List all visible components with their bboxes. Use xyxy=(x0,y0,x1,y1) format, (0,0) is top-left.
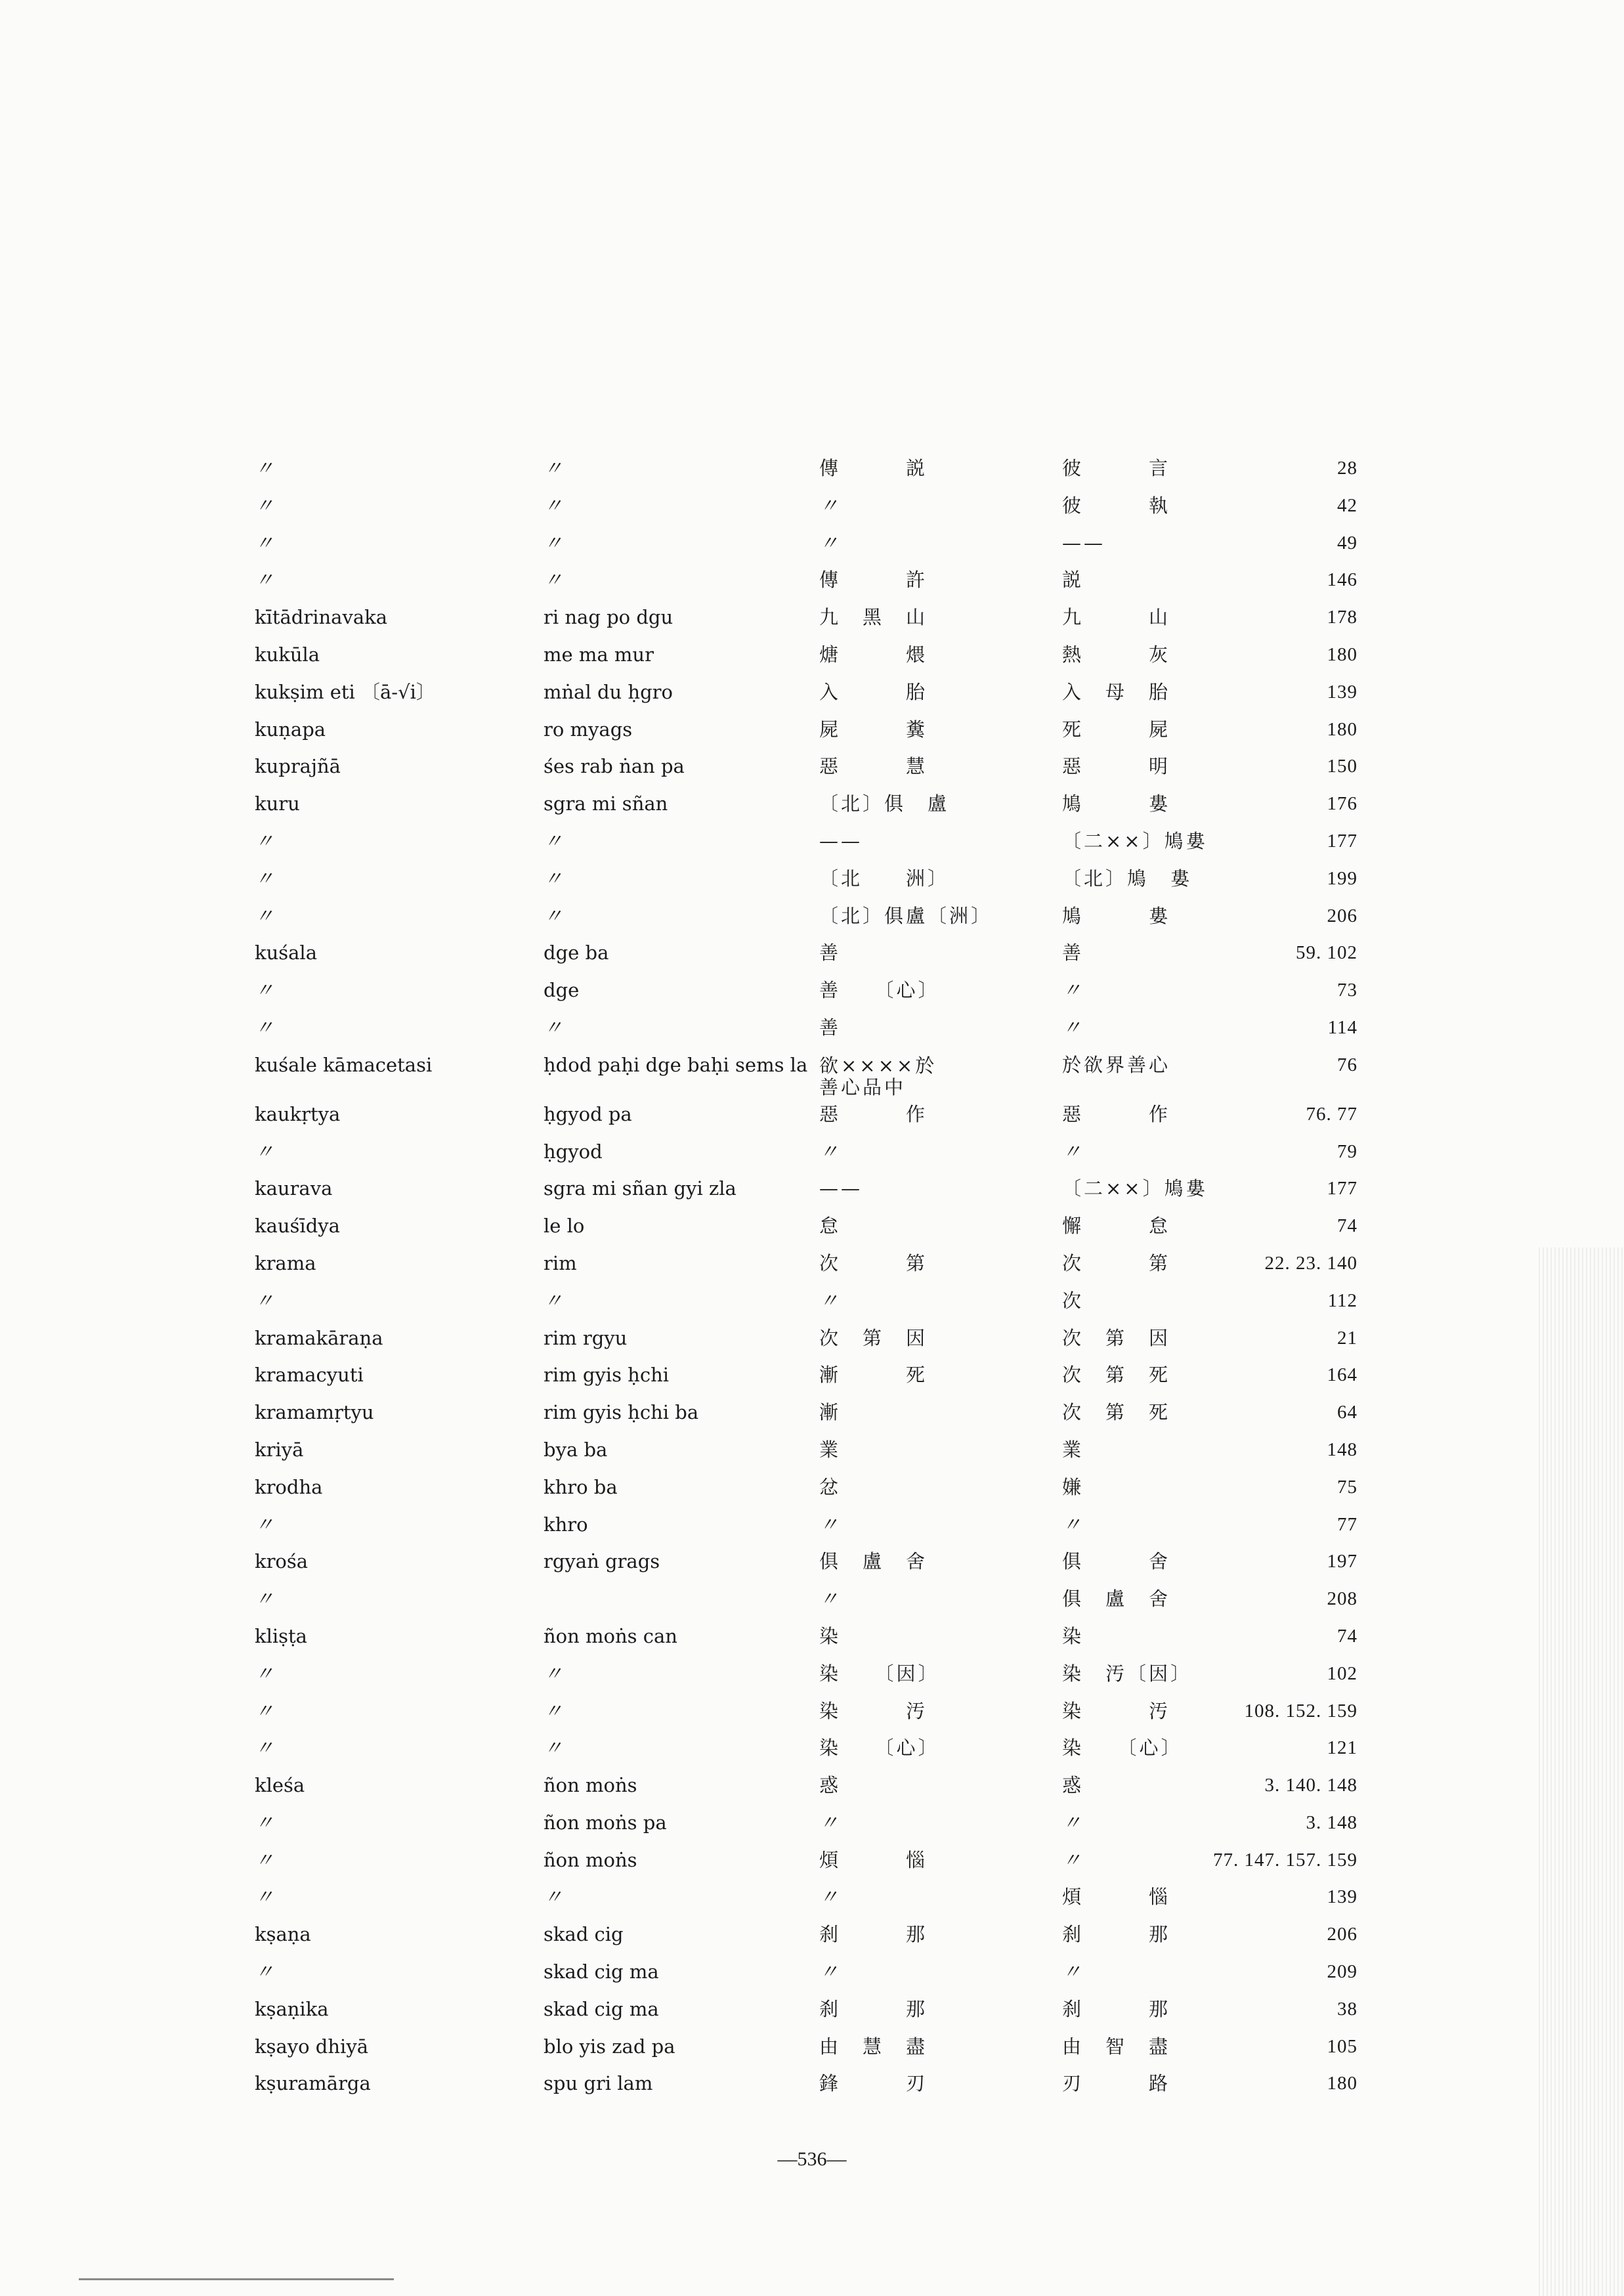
index-row xyxy=(255,826,1357,863)
chinese-term-2: 惡 明 xyxy=(1062,755,1171,778)
sanskrit-term: kukūla xyxy=(255,643,320,666)
tibetan-term: mṅal du ḥgro xyxy=(544,680,673,703)
sanskrit-term: 〃 xyxy=(255,1513,274,1536)
chinese-term-1: 鋒 刃 xyxy=(819,2072,928,2095)
sanskrit-term: 〃 xyxy=(255,1588,274,1611)
sanskrit-term: 〃 xyxy=(255,1662,274,1685)
tibetan-term: 〃 xyxy=(544,1289,563,1312)
page-reference: 197 xyxy=(1327,1551,1357,1572)
page-reference: 3. 140. 148 xyxy=(1264,1775,1357,1796)
page-reference: 76. 77 xyxy=(1306,1103,1357,1125)
index-row xyxy=(255,1919,1357,1957)
chinese-term-1: 業 xyxy=(819,1438,842,1461)
index-row xyxy=(255,751,1357,789)
sanskrit-term: 〃 xyxy=(255,1140,274,1163)
index-row xyxy=(255,2031,1357,2069)
tibetan-term: 〃 xyxy=(544,531,563,554)
chinese-term-1: 〃 xyxy=(819,494,842,517)
sanskrit-term: krośa xyxy=(255,1550,309,1573)
chinese-term-1: 傳 許 xyxy=(819,569,928,592)
page-reference: 178 xyxy=(1327,607,1357,628)
sanskrit-term: 〃 xyxy=(255,904,274,927)
page-reference: 105 xyxy=(1327,2035,1357,2057)
page-reference: 139 xyxy=(1327,1886,1357,1908)
page-reference: 150 xyxy=(1327,756,1357,777)
tibetan-term: ñon moṅs pa xyxy=(544,1811,667,1834)
chinese-term-2: 鳩 婁 xyxy=(1062,904,1171,927)
chinese-term-1: 怠 xyxy=(819,1215,842,1238)
chinese-term-2: 染 汚 xyxy=(1062,1699,1171,1722)
page-reference: 73 xyxy=(1337,980,1357,1001)
index-row xyxy=(255,1845,1357,1882)
chinese-term-2: 次 xyxy=(1062,1289,1084,1312)
sanskrit-term: kṣayo dhiyā xyxy=(255,2035,368,2058)
page-reference: 177 xyxy=(1327,830,1357,852)
chinese-term-1: 染 汚 xyxy=(819,1699,928,1722)
sanskrit-term: 〃 xyxy=(255,1811,274,1834)
index-row xyxy=(255,565,1357,602)
tibetan-term: skad cig xyxy=(544,1923,624,1946)
index-row xyxy=(255,1211,1357,1248)
sanskrit-term: 〃 xyxy=(255,829,274,852)
sanskrit-term: kukṣim eti 〔ā-√i〕 xyxy=(255,680,435,703)
page-reference: 180 xyxy=(1327,643,1357,665)
sanskrit-term: 〃 xyxy=(255,1960,274,1983)
tibetan-term: khro ba xyxy=(544,1475,618,1498)
sanskrit-term: 〃 xyxy=(255,457,274,479)
chinese-term-2: 染 〔心〕 xyxy=(1062,1737,1183,1760)
sanskrit-term: kuru xyxy=(255,792,300,815)
index-row xyxy=(255,1360,1357,1397)
chinese-term-2: 〔北〕鳩 婁 xyxy=(1062,867,1193,890)
sanskrit-term: kītādrinavaka xyxy=(255,606,387,629)
tibetan-term: sgra mi sñan xyxy=(544,792,668,815)
index-row xyxy=(255,1584,1357,1621)
sanskrit-term: kuśale kāmacetasi xyxy=(255,1053,433,1076)
tibetan-term: rim gyis ḥchi xyxy=(544,1364,670,1387)
chinese-term-1: 善 xyxy=(819,942,842,964)
chinese-term-1: 由 慧 盡 xyxy=(819,2035,928,2058)
chinese-term-1: 傳 説 xyxy=(819,457,928,479)
page-reference: 164 xyxy=(1327,1364,1357,1386)
chinese-term-2: 於欲界善心 xyxy=(1062,1053,1171,1076)
sanskrit-term: kaurava xyxy=(255,1177,333,1200)
sanskrit-term: krama xyxy=(255,1251,316,1274)
page-reference: 102 xyxy=(1327,1662,1357,1684)
chinese-term-2: 次 第 xyxy=(1062,1251,1171,1274)
sanskrit-term: kṣuramārga xyxy=(255,2072,371,2095)
chinese-term-2: 次 第 死 xyxy=(1062,1364,1171,1387)
index-row xyxy=(255,639,1357,677)
chinese-term-2: 刹 那 xyxy=(1062,1997,1171,2020)
index-row xyxy=(255,1137,1357,1174)
chinese-term-1: 〃 xyxy=(819,531,842,554)
sanskrit-term: 〃 xyxy=(255,1289,274,1312)
index-row xyxy=(255,1621,1357,1658)
index-row xyxy=(255,1050,1357,1099)
page-reference: 74 xyxy=(1337,1215,1357,1237)
chinese-term-1: 入 胎 xyxy=(819,680,928,703)
sanskrit-term: 〃 xyxy=(255,1737,274,1760)
tibetan-term: rgyaṅ grags xyxy=(544,1550,660,1573)
chinese-term-2: 入 母 胎 xyxy=(1062,680,1171,703)
page-reference: 74 xyxy=(1337,1625,1357,1647)
page-reference: 180 xyxy=(1327,718,1357,740)
index-row xyxy=(255,1733,1357,1770)
chinese-term-1: 〃 xyxy=(819,1289,842,1312)
tibetan-term: ñon moṅs xyxy=(544,1848,637,1871)
index-row xyxy=(255,789,1357,826)
chinese-term-1: 俱 盧 舍 xyxy=(819,1550,928,1573)
page-reference: 77. 147. 157. 159 xyxy=(1213,1849,1357,1871)
sanskrit-term: 〃 xyxy=(255,569,274,592)
tibetan-term: spu gri lam xyxy=(544,2072,653,2095)
chinese-term-2: 鳩 婁 xyxy=(1062,792,1171,815)
page-reference: 199 xyxy=(1327,867,1357,889)
page-reference: 176 xyxy=(1327,793,1357,815)
index-row xyxy=(255,1397,1357,1435)
sanskrit-term: 〃 xyxy=(255,1699,274,1722)
chinese-term-1: 染 〔心〕 xyxy=(819,1737,940,1760)
chinese-term-2: 〔二××〕鳩婁 xyxy=(1062,829,1208,852)
tibetan-term: skad cig ma xyxy=(544,1960,659,1983)
chinese-term-1: 煩 惱 xyxy=(819,1848,928,1871)
page-reference: 28 xyxy=(1337,458,1357,479)
sanskrit-term: kramamṛtyu xyxy=(255,1401,374,1424)
chinese-term-1: 〔北〕俱盧〔洲〕 xyxy=(819,904,993,927)
index-row xyxy=(255,1173,1357,1211)
sanskrit-term: kliṣṭa xyxy=(255,1624,307,1647)
page-reference: 112 xyxy=(1327,1289,1357,1311)
sanskrit-term: 〃 xyxy=(255,867,274,890)
bottom-rule xyxy=(79,2278,394,2280)
chinese-term-2: 〃 xyxy=(1062,979,1084,1002)
tibetan-term: ḥgyod xyxy=(544,1140,603,1163)
chinese-term-1: —— xyxy=(819,829,863,852)
chinese-term-1: 染 〔因〕 xyxy=(819,1662,940,1685)
tibetan-term: 〃 xyxy=(544,494,563,517)
tibetan-term: 〃 xyxy=(544,1737,563,1760)
index-row xyxy=(255,1770,1357,1808)
chinese-term-2: 次 第 因 xyxy=(1062,1326,1171,1349)
chinese-term-2: 説 xyxy=(1062,569,1084,592)
chinese-term-1: 染 xyxy=(819,1624,842,1647)
index-row xyxy=(255,1658,1357,1696)
sanskrit-term: kauśīdya xyxy=(255,1215,340,1238)
tibetan-term: 〃 xyxy=(544,1699,563,1722)
sanskrit-term: kaukṛtya xyxy=(255,1102,341,1125)
chinese-term-2: 惡 作 xyxy=(1062,1102,1171,1125)
index-row xyxy=(255,1286,1357,1323)
index-row xyxy=(255,1882,1357,1919)
tibetan-term: ḥgyod pa xyxy=(544,1102,632,1125)
page-reference: 77 xyxy=(1337,1513,1357,1535)
chinese-term-2: 刹 那 xyxy=(1062,1923,1171,1946)
page-reference: 180 xyxy=(1327,2073,1357,2094)
chinese-term-1: 九 黑 山 xyxy=(819,606,928,629)
scan-edge-noise xyxy=(1539,1247,1624,2296)
sanskrit-term: 〃 xyxy=(255,1016,274,1039)
chinese-term-1: 刹 那 xyxy=(819,1997,928,2020)
sanskrit-term: 〃 xyxy=(255,979,274,1002)
index-row xyxy=(255,1435,1357,1472)
index-row xyxy=(255,1696,1357,1733)
tibetan-term: bya ba xyxy=(544,1438,608,1461)
page-reference: 79 xyxy=(1337,1140,1357,1162)
chinese-term-1: 〃 xyxy=(819,1513,842,1536)
page-reference: 148 xyxy=(1327,1439,1357,1460)
page-reference: 75 xyxy=(1337,1476,1357,1498)
page-reference: 108. 152. 159 xyxy=(1244,1700,1357,1722)
index-row xyxy=(255,2068,1357,2106)
tibetan-term: ñon moṅs xyxy=(544,1774,637,1797)
page-reference: 208 xyxy=(1327,1588,1357,1610)
chinese-term-2: 〔二××〕鳩婁 xyxy=(1062,1177,1208,1200)
chinese-term-2: 〃 xyxy=(1062,1848,1084,1871)
chinese-term-2: 懈 怠 xyxy=(1062,1215,1171,1238)
page-number: —536— xyxy=(777,2148,847,2170)
tibetan-term: khro xyxy=(544,1513,588,1536)
sanskrit-term: krodha xyxy=(255,1475,323,1498)
tibetan-term: ri nag po dgu xyxy=(544,606,673,629)
sanskrit-term: kṣaṇika xyxy=(255,1997,329,2020)
chinese-term-1: 忿 xyxy=(819,1475,842,1498)
page-reference: 121 xyxy=(1327,1737,1357,1759)
chinese-term-2: 死 屍 xyxy=(1062,718,1171,741)
chinese-term-2: 〃 xyxy=(1062,1513,1084,1536)
chinese-term-1: 漸 死 xyxy=(819,1364,928,1387)
chinese-term-2: 熱 灰 xyxy=(1062,643,1171,666)
index-row xyxy=(255,714,1357,752)
index-row xyxy=(255,1323,1357,1360)
page-reference: 22. 23. 140 xyxy=(1264,1252,1357,1274)
chinese-term-1: 〃 xyxy=(819,1886,842,1909)
tibetan-term: śes rab ṅan pa xyxy=(544,755,685,778)
sanskrit-term: kuśala xyxy=(255,942,317,964)
page-reference: 49 xyxy=(1337,532,1357,553)
index-row xyxy=(255,1248,1357,1286)
chinese-term-1: 煻 煨 xyxy=(819,643,928,666)
tibetan-term: ro myags xyxy=(544,718,633,741)
chinese-term-1: 〃 xyxy=(819,1140,842,1163)
chinese-term-2: 九 山 xyxy=(1062,606,1171,629)
sanskrit-term: kriyā xyxy=(255,1438,304,1461)
chinese-term-2: 俱 盧 舍 xyxy=(1062,1588,1171,1611)
sanskrit-term: kramacyuti xyxy=(255,1364,364,1387)
page-reference: 206 xyxy=(1327,905,1357,926)
page-reference: 146 xyxy=(1327,569,1357,591)
index-row xyxy=(255,1957,1357,1994)
index-row xyxy=(255,453,1357,490)
index-row xyxy=(255,1546,1357,1584)
tibetan-term: 〃 xyxy=(544,904,563,927)
chinese-term-2: 惑 xyxy=(1062,1774,1084,1797)
sanskrit-term: 〃 xyxy=(255,1848,274,1871)
sanskrit-term: 〃 xyxy=(255,494,274,517)
chinese-term-2: 彼 言 xyxy=(1062,457,1171,479)
tibetan-term: me ma mur xyxy=(544,643,654,666)
chinese-term-1: 次 第 因 xyxy=(819,1326,928,1349)
index-row xyxy=(255,975,1357,1012)
tibetan-term: dge xyxy=(544,979,580,1002)
chinese-term-2: 彼 執 xyxy=(1062,494,1171,517)
chinese-term-2: —— xyxy=(1062,531,1105,554)
page-reference: 3. 148 xyxy=(1306,1811,1357,1833)
index-row xyxy=(255,1808,1357,1845)
page-reference: 21 xyxy=(1337,1327,1357,1349)
page-reference: 114 xyxy=(1327,1016,1357,1038)
sanskrit-term: kuprajñā xyxy=(255,755,341,778)
index-row xyxy=(255,528,1357,565)
index-row xyxy=(255,863,1357,901)
tibetan-term: le lo xyxy=(544,1215,585,1238)
page-reference: 206 xyxy=(1327,1924,1357,1945)
sanskrit-term: 〃 xyxy=(255,1886,274,1909)
tibetan-term: 〃 xyxy=(544,457,563,479)
tibetan-term: ḥdod paḥi dge baḥi sems la xyxy=(544,1053,808,1076)
index-row xyxy=(255,677,1357,714)
chinese-term-2: 由 智 盡 xyxy=(1062,2035,1171,2058)
index-row xyxy=(255,490,1357,528)
page-reference: 38 xyxy=(1337,1998,1357,2020)
chinese-term-1: 〃 xyxy=(819,1811,842,1834)
chinese-term-1: 〃 xyxy=(819,1960,842,1983)
chinese-term-2: 次 第 死 xyxy=(1062,1401,1171,1424)
tibetan-term: dge ba xyxy=(544,942,609,964)
index-row xyxy=(255,901,1357,938)
chinese-term-2: 染 xyxy=(1062,1624,1084,1647)
tibetan-term: 〃 xyxy=(544,1662,563,1685)
sanskrit-term: kleśa xyxy=(255,1774,305,1797)
chinese-term-1: 善 xyxy=(819,1016,842,1039)
page-reference: 209 xyxy=(1327,1961,1357,1983)
chinese-term-1: 屍 糞 xyxy=(819,718,928,741)
tibetan-term: 〃 xyxy=(544,829,563,852)
chinese-term-1: 善 〔心〕 xyxy=(819,979,940,1002)
sanskrit-term: kramakāraṇa xyxy=(255,1326,383,1349)
tibetan-term: 〃 xyxy=(544,1886,563,1909)
tibetan-term: 〃 xyxy=(544,1016,563,1039)
chinese-term-1: 〔北 洲〕 xyxy=(819,867,950,890)
tibetan-term: rim xyxy=(544,1251,577,1274)
index-row xyxy=(255,1012,1357,1050)
tibetan-term: blo yis zad pa xyxy=(544,2035,675,2058)
page-reference: 177 xyxy=(1327,1178,1357,1200)
tibetan-term: rim rgyu xyxy=(544,1326,628,1349)
sanskrit-term: 〃 xyxy=(255,531,274,554)
index-row xyxy=(255,1509,1357,1547)
chinese-term-2: 嫌 xyxy=(1062,1475,1084,1498)
chinese-term-2: 刃 路 xyxy=(1062,2072,1171,2095)
chinese-term-2: 染 汚〔因〕 xyxy=(1062,1662,1193,1685)
chinese-term-2: 業 xyxy=(1062,1438,1084,1461)
chinese-term-1: 次 第 xyxy=(819,1251,928,1274)
tibetan-term: 〃 xyxy=(544,867,563,890)
index-row xyxy=(255,1994,1357,2031)
index-row xyxy=(255,602,1357,639)
chinese-term-1: 刹 那 xyxy=(819,1923,928,1946)
page-reference: 76 xyxy=(1337,1054,1357,1075)
chinese-term-1: —— xyxy=(819,1177,863,1200)
chinese-term-1: 〔北〕俱 盧 xyxy=(819,792,950,815)
chinese-term-2: 煩 惱 xyxy=(1062,1886,1171,1909)
chinese-term-2: 〃 xyxy=(1062,1811,1084,1834)
tibetan-term: rim gyis ḥchi ba xyxy=(544,1401,699,1424)
page-reference: 59. 102 xyxy=(1296,942,1357,964)
chinese-term-2: 〃 xyxy=(1062,1960,1084,1983)
sanskrit-term: kuṇapa xyxy=(255,718,326,741)
chinese-term-2: 〃 xyxy=(1062,1016,1084,1039)
page-reference: 64 xyxy=(1337,1402,1357,1423)
chinese-term-2: 善 xyxy=(1062,942,1084,964)
index-table xyxy=(255,453,1357,2106)
chinese-term-2: 俱 舍 xyxy=(1062,1550,1171,1573)
chinese-term-1: 惡 慧 xyxy=(819,755,928,778)
page-reference: 139 xyxy=(1327,681,1357,703)
page-reference: 42 xyxy=(1337,494,1357,516)
chinese-term-1: 〃 xyxy=(819,1588,842,1611)
chinese-term-1: 漸 xyxy=(819,1401,842,1424)
sanskrit-term: kṣaṇa xyxy=(255,1923,311,1946)
chinese-term-1: 惡 作 xyxy=(819,1102,928,1125)
index-row xyxy=(255,1472,1357,1509)
chinese-term-1: 欲××××於善心品中 xyxy=(819,1054,937,1099)
tibetan-term: skad cig ma xyxy=(544,1997,659,2020)
index-row xyxy=(255,1099,1357,1137)
chinese-term-2: 〃 xyxy=(1062,1140,1084,1163)
tibetan-term: ñon moṅs can xyxy=(544,1624,677,1647)
chinese-term-1: 惑 xyxy=(819,1774,842,1797)
index-row xyxy=(255,938,1357,975)
tibetan-term: 〃 xyxy=(544,569,563,592)
tibetan-term: sgra mi sñan gyi zla xyxy=(544,1177,737,1200)
